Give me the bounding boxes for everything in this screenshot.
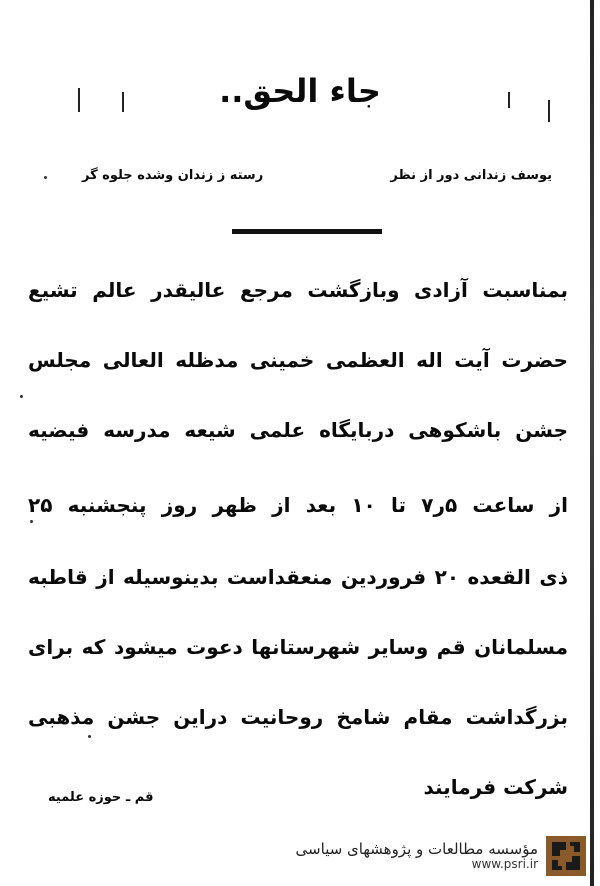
document-title: جاء الحق.. [219, 72, 381, 110]
watermark [296, 836, 586, 876]
watermark-url[interactable]: www.psri.ir [471, 856, 538, 871]
body-line-8: شرکت فرمایند [423, 775, 568, 799]
scan-mark [122, 92, 124, 112]
body-line-7: بزرگداشت مقام شامخ روحانیت دراین جشن مذهبی [28, 705, 568, 729]
title-underline [232, 229, 382, 234]
scan-mark [78, 88, 80, 112]
body-line-4: از ساعت ۵ر۷ تا ۱۰ بعد از ظهر روز پنجشنبه ۲۵ [28, 493, 568, 517]
page-edge [590, 0, 594, 886]
body-line-2: حضرت آیت اله العظمی خمینی مدظله العالی مجلس [28, 348, 568, 372]
signature: قم ـ حوزه علمیه [48, 790, 154, 805]
subtitle-right: یوسف زندانی دور از نظر [390, 168, 552, 183]
body-line-6: مسلمانان قم وسایر شهرستانها دعوت میشود که برای [28, 635, 568, 659]
scan-speck [44, 176, 47, 179]
body-line-5: ذی القعده ۲۰ فروردین منعقداست بدینوسیله از قاطبه [28, 565, 568, 589]
scan-mark [548, 100, 550, 122]
scan-speck [30, 520, 33, 523]
body-line-1: بمناسبت آزادی وبازگشت مرجع عالیقدر عالم تشیع [28, 278, 568, 302]
scan-speck [88, 735, 91, 738]
scan-mark [508, 92, 510, 108]
psri-logo-icon [546, 836, 586, 876]
scan-speck [20, 395, 23, 398]
body-line-3: جشن باشکوهی دربایگاه علمی شیعه مدرسه فیضیه [28, 418, 568, 442]
watermark-name: مؤسسه مطالعات و پژوهشهای سیاسی [295, 840, 538, 859]
watermark-text [296, 841, 538, 871]
subtitle-left: رسته ز زندان وشده جلوه گر [82, 168, 264, 183]
